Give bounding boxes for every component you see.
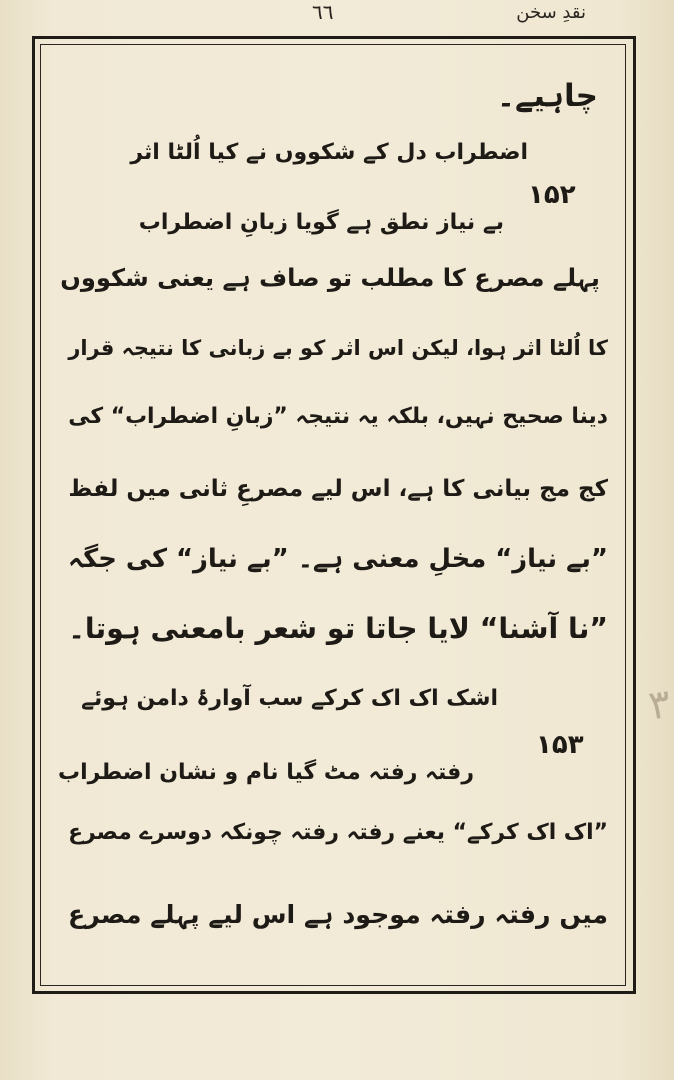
paragraph-1-line-3: دینا صحیح نہیں، بلکہ یہ نتیجہ ”زبانِ اضطراب“ کی bbox=[68, 404, 608, 429]
verse-153-misra-1: اشک اک اک کرکے سب آوارۂ دامن ہوئے bbox=[81, 686, 498, 711]
opening-line: چاہیے۔ bbox=[496, 78, 598, 114]
verse-153-misra-2: رفتہ رفتہ مٹ گیا نام و نشان اضطراب bbox=[57, 760, 474, 785]
paragraph-1-line-4: کج مج بیانی کا ہے، اس لیے مصرعِ ثانی میں لفظ bbox=[68, 476, 608, 502]
margin-pencil-mark: ٣ bbox=[645, 680, 674, 730]
paragraph-2-line-2: میں رفتہ رفتہ موجود ہے اس لیے پہلے مصرع bbox=[68, 900, 608, 929]
page-number: ٦٦ bbox=[312, 0, 334, 24]
paragraph-1-line-5: ”بے نیاز“ مخلِ معنی ہے۔ ”بے نیاز“ کی جگہ bbox=[68, 544, 608, 574]
verse-152-number: ۱۵۲ bbox=[528, 180, 576, 210]
verse-152-misra-2: بے نیاز نطق ہے گویا زبانِ اضطراب bbox=[138, 210, 504, 235]
paragraph-2-line-1: ”اک اک کرکے“ یعنے رفتہ رفتہ چونکہ دوسرے مصرع bbox=[68, 820, 608, 845]
verse-153-number: ۱۵۳ bbox=[536, 730, 584, 760]
paragraph-1-line-2: کا اُلٹا اثر ہوا، لیکن اس اثر کو بے زبانی کا نتیجہ قرار bbox=[68, 336, 608, 360]
verse-152-misra-1: اضطراب دل کے شکووں نے کیا اُلٹا اثر bbox=[130, 140, 528, 165]
paragraph-1-line-6: ”نا آشنا“ لایا جاتا تو شعر بامعنی ہوتا۔ bbox=[68, 612, 608, 645]
paragraph-1-line-1: پہلے مصرع کا مطلب تو صاف ہے یعنی شکووں bbox=[60, 264, 600, 292]
running-head: نقدِ سخن bbox=[516, 2, 586, 23]
